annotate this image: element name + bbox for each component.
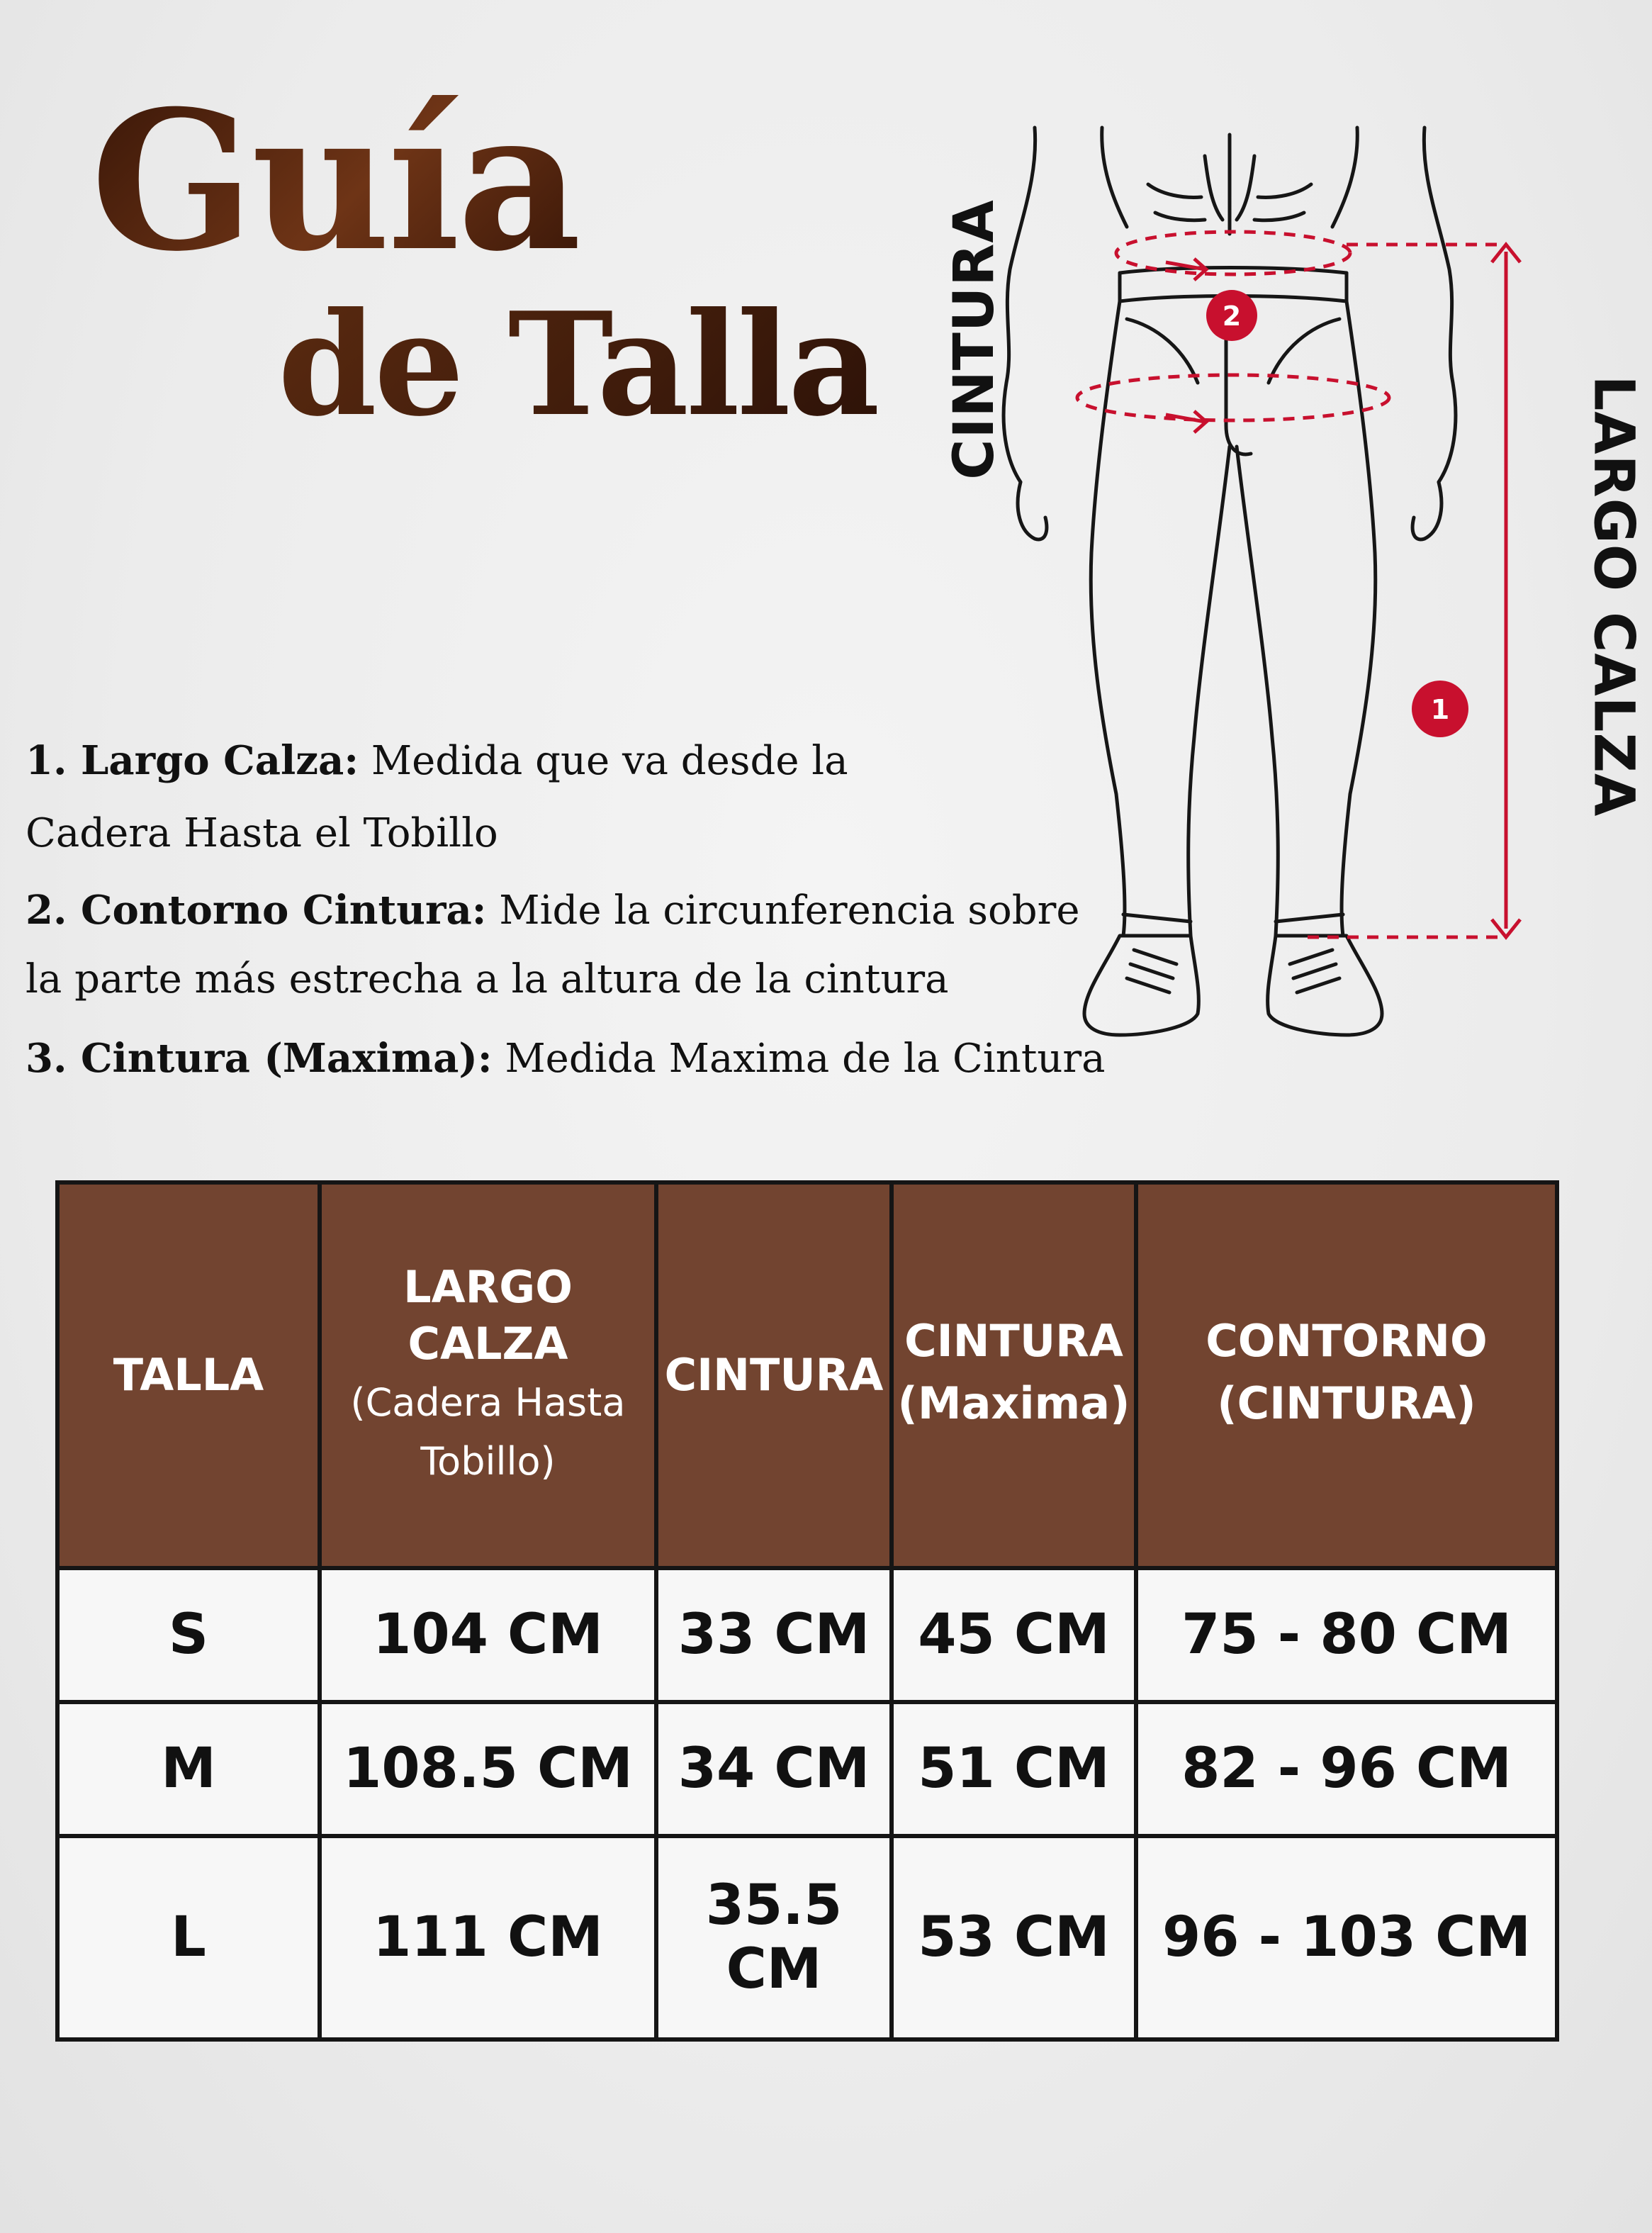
cell-cintura: 34 CM xyxy=(656,1702,892,1836)
cell-largo-calza: 108.5 CM xyxy=(320,1702,656,1836)
cell-size: M xyxy=(57,1702,320,1836)
table-header-row xyxy=(57,1182,1557,1568)
description-label: 3. Cintura (Maxima): xyxy=(26,1035,493,1082)
cell-contorno: 75 - 80 CM xyxy=(1136,1568,1557,1702)
header-talla: TALLA xyxy=(57,1182,320,1568)
cell-contorno: 96 - 103 CM xyxy=(1136,1836,1557,2039)
header-cintura: CINTURA xyxy=(656,1182,892,1568)
table-row xyxy=(57,1702,1557,1836)
jeans-figure-illustration xyxy=(914,113,1609,1063)
header-largo-calza: LARGO CALZA (Cadera Hasta Tobillo) xyxy=(320,1182,656,1568)
description-largo-calza-cont: Cadera Hasta el Tobillo xyxy=(26,810,498,856)
page-subtitle: de Talla xyxy=(278,281,877,448)
cell-largo-calza: 111 CM xyxy=(320,1836,656,2039)
description-contorno-cintura-cont: la parte más estrecha a la altura de la cintura xyxy=(26,956,949,1002)
header-cintura-maxima: CINTURA (Maxima) xyxy=(892,1182,1136,1568)
header-contorno: CONTORNO (CINTURA) xyxy=(1136,1182,1557,1568)
marker-1-label: 1 xyxy=(1430,694,1450,725)
table-row xyxy=(57,1836,1557,2039)
cell-cintura: 33 CM xyxy=(656,1568,892,1702)
length-label: LARGO CALZA xyxy=(1581,375,1646,817)
cell-largo-calza: 104 CM xyxy=(320,1568,656,1702)
description-text: Medida que va desde la xyxy=(359,738,848,784)
jeans-figure-icon xyxy=(914,113,1609,1063)
size-table xyxy=(55,1180,1559,2042)
cell-cintura-maxima: 53 CM xyxy=(892,1836,1136,2039)
cell-contorno: 82 - 96 CM xyxy=(1136,1702,1557,1836)
description-largo-calza xyxy=(26,737,848,784)
cell-size: L xyxy=(57,1836,320,2039)
description-text: Mide la circunferencia sobre xyxy=(486,888,1080,934)
page-title: Guía xyxy=(91,68,579,293)
description-label: 1. Largo Calza: xyxy=(26,737,359,784)
description-label: 2. Contorno Cintura: xyxy=(26,887,487,934)
cell-cintura-maxima: 51 CM xyxy=(892,1702,1136,1836)
table-row xyxy=(57,1568,1557,1702)
cell-cintura: 35.5 CM xyxy=(656,1836,892,2039)
cell-size: S xyxy=(57,1568,320,1702)
cell-cintura-maxima: 45 CM xyxy=(892,1568,1136,1702)
waist-label: CINTURA xyxy=(942,199,1006,480)
description-text: Medida Maxima de la Cintura xyxy=(492,1036,1106,1082)
marker-2-label: 2 xyxy=(1222,301,1242,332)
